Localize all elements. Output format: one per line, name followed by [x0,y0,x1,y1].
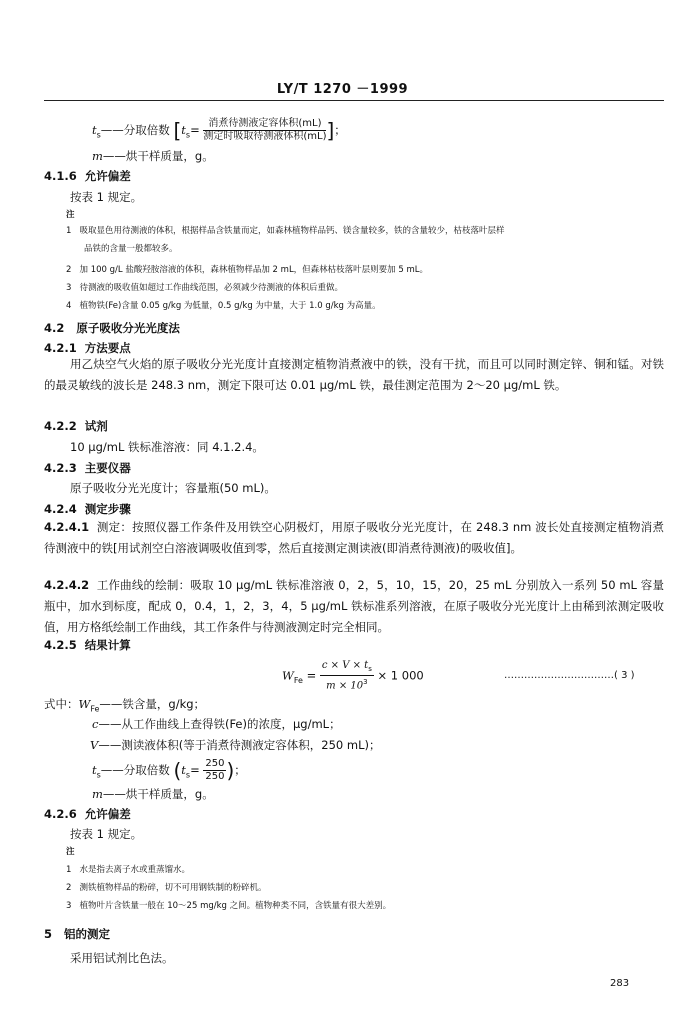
heading-4-2-5: 4.2.5 结果计算 [44,638,131,652]
page-number: 283 [610,978,630,989]
para-4-2-4-2: 4.2.4.2 工作曲线的绘制：吸取 10 μg/mL 铁标准溶液 0，2，5，10，15，20，25 mL 分别放入一系列 50 mL 容量瓶中，加水到标度，配成 0，0.4，1，2，3，4，5 μg/mL 铁标准系列溶液，在原子吸收分光光度计上由稀到浓测定吸收值，用方格纸绘制工作曲线，其工作条件与待测液测定时完全相同。 [44,578,664,634]
heading-4-2-1: 4.2.1 方法要点 [44,341,131,355]
note-4-1-6-2: 2 加 100 g/L 盐酸羟胺溶液的体积，森林植物样品加 2 mL，但森林枯枝落叶层则要加 5 mL。 [66,265,429,275]
note-4-1-6-3: 3 待测液的吸收值如超过工作曲线范围，必须减少待测液的体积后重做。 [66,283,344,293]
heading-4-2: 4.2 原子吸收分光光度法 [44,321,180,335]
heading-4-2-4: 4.2.4 测定步骤 [44,502,131,516]
text-5: 采用铝试剂比色法。 [70,951,174,965]
heading-4-1-6: 4.1.6 允许偏差 [44,169,131,183]
text-4-2-6: 按表 1 规定。 [70,827,143,841]
note-4-1-6-4: 4 植物铁(Fe)含量 0.05 g/kg 为低量，0.5 g/kg 为中量，大于 1.0 g/kg 为高量。 [66,301,381,311]
note-label-4-2-6: 注 [66,847,75,857]
heading-5: 5 铝的测定 [44,927,111,941]
formula-3: $W_{Fe}$ = $\frac{c \times V \times t_s}{m \times 10^3}$ × 1 000 [282,660,424,692]
ts-denominator: 测定时吸取待测液体积(mL) [203,131,327,142]
text-4-2-3: 原子吸收分光光度计；容量瓶(50 mL)。 [70,481,276,495]
ts-numerator: 消煮待测液定容体积(mL) [203,118,326,131]
note-4-2-6-1: 1 水是指去离子水或重蒸馏水。 [66,865,191,875]
formula-fraction: $\frac{c \times V \times t_s}{m \times 10^3}$ [321,660,372,692]
def-v: V——测读液体积(等于消煮待测液定容体积，250 mL)； [90,738,381,752]
def-m-top: m——烘干样质量，g。 [92,149,214,163]
heading-4-2-6: 4.2.6 允许偏差 [44,807,131,821]
standard-header: LY/T 1270 －1999 [276,82,409,97]
heading-4-2-3: 4.2.3 主要仪器 [44,461,131,475]
def-ts-bottom: $t_s——$分取倍数 ($t_s=$ $\frac{250}{250}$ )； [92,758,246,783]
note-4-1-6-1-cont: 品铁的含量一般都较多。 [84,244,178,254]
note-label-4-1-6: 注 [66,210,75,220]
def-m-bottom: m——烘干样质量，g。 [92,787,214,801]
ts-fraction-bottom: $\frac{250}{250}$ [205,758,225,782]
text-4-2-2: 10 μg/mL 铁标准溶液：同 4.1.2.4。 [70,440,264,454]
def-c: c——从工作曲线上查得铁(Fe)的浓度，μg/mL； [92,717,341,731]
ts-fraction [203,118,326,143]
def-ts-label: ——分取倍数 [100,123,170,137]
para-4-2-4-1: 4.2.4.1 测定：按照仪器工作条件及用铁空心阴极灯，用原子吸收分光光度计，在 248.3 nm 波长处直接测定植物消煮待测液中的铁[用试剂空白溶液调吸收值到零，然后直接测定测读液(即消煮待测液)的吸收值]。 [44,520,665,555]
formula-leader: ……………………………( 3 ) [504,670,635,681]
para-4-2-1: 用乙炔空气火焰的原子吸收分光光度计直接测定植物消煮液中的铁，没有干扰，而且可以同时测定锌、铜和锰。对铁的最灵敏线的波长是 248.3 nm，测定下限可达 0.01 μg/mL 铁，最佳测定范围为 2～20 μg/mL 铁。 [44,357,664,392]
text-4-1-6: 按表 1 规定。 [70,190,143,204]
note-4-2-6-2: 2 测铁植物样品的粉碎，切不可用钢铁制的粉碎机。 [66,883,267,893]
def-ts-top: $t_s——$分取倍数 [$t_s=$ $\frac{\text{消煮待测液定容体积(mL)}}{\text{测定时吸取待测液体积(mL)}}$ ]； [92,118,346,143]
note-4-1-6-1: 1 吸取显色用待测液的体积，根据样品含铁量而定，如森林植物样品钙、镁含量较多，铁的含量较少，枯枝落叶层样 [66,226,505,236]
header-rule [44,100,664,101]
note-4-2-6-3: 3 植物叶片含铁量一般在 10～25 mg/kg 之间。植物种类不同，含铁量有很大差别。 [66,901,392,911]
heading-4-2-2: 4.2.2 试剂 [44,419,108,433]
formula-number: ( 3 ) [614,670,635,681]
def-w: 式中：$W_{Fe}——$铁含量，g/kg； [44,697,206,714]
